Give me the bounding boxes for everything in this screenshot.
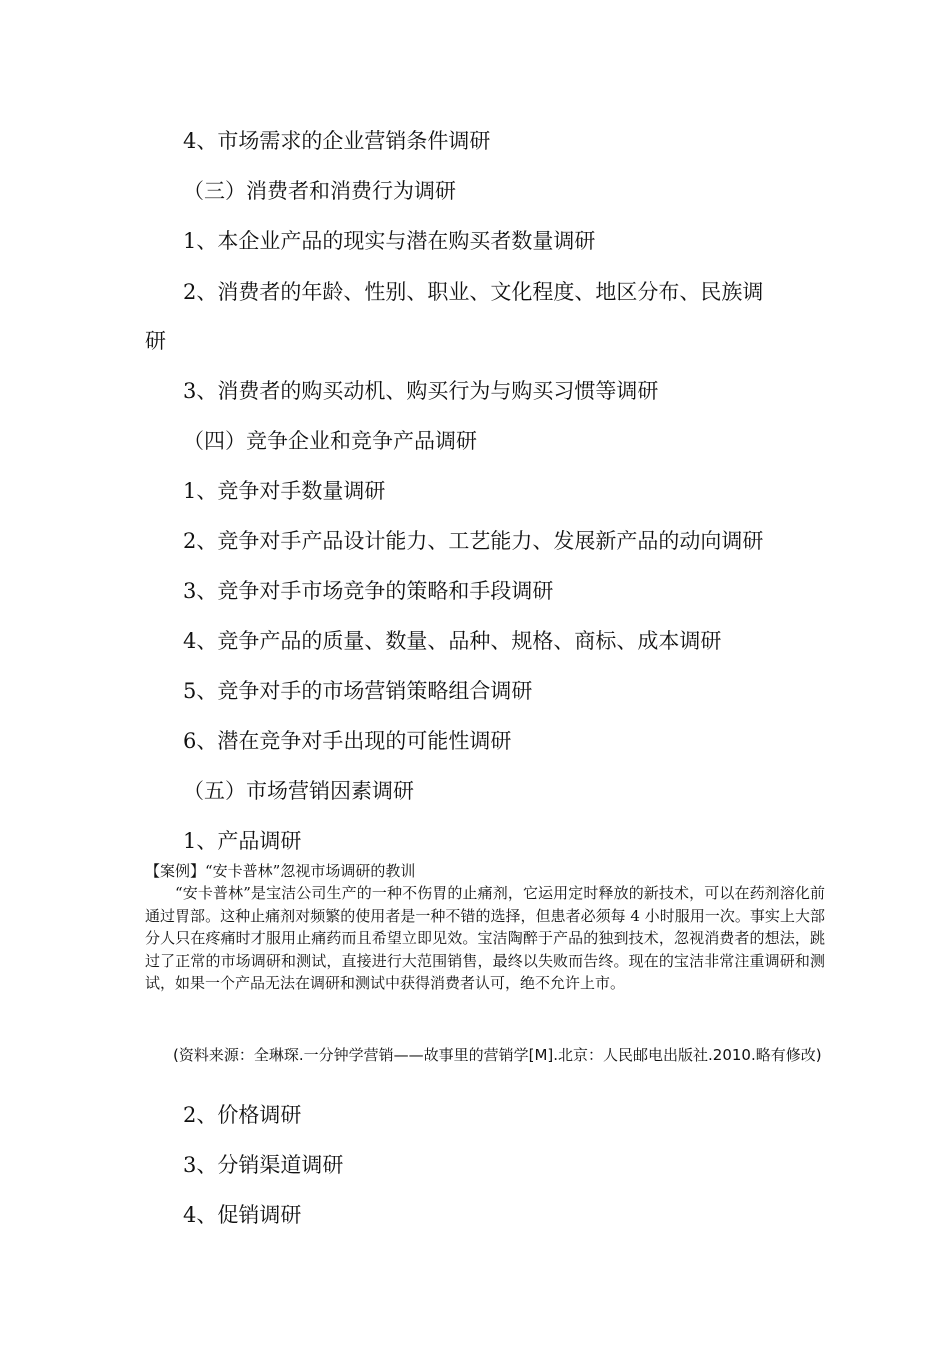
item-line: 6、潜在竞争对手出现的可能性调研	[183, 729, 512, 753]
item-line: 2、价格调研	[183, 1103, 302, 1127]
item-line: 3、竞争对手市场竞争的策略和手段调研	[183, 579, 554, 603]
item-line-continuation: 研	[145, 329, 166, 353]
item-line: 2、竞争对手产品设计能力、工艺能力、发展新产品的动向调研	[183, 529, 764, 553]
item-line: 4、竞争产品的质量、数量、品种、规格、商标、成本调研	[183, 629, 722, 653]
item-line: 4、促销调研	[183, 1203, 302, 1227]
case-paragraph: “安卡普林”是宝洁公司生产的一种不伤胃的止痛剂，它运用定时释放的新技术，可以在药剂溶化前通过胃部。这种止痛剂对频繁的使用者是一种不错的选择，但患者必须每 4 小时服用一次。事实上大部分人只在疼痛时才服用止痛药而且希望立即见效。宝洁陶醉于产品的独到技术，忽视消费者的想法，跳过了正常的市场调研和测试，直接进行大范围销售，最终以失败而告终。现在的宝洁非常注重调研和测试，如果一个产品无法在调研和测试中获得消费者认可，绝不允许上市。	[145, 884, 825, 993]
item-line: 2、消费者的年龄、性别、职业、文化程度、地区分布、民族调	[183, 280, 764, 304]
case-body	[145, 882, 825, 995]
item-line: 1、竞争对手数量调研	[183, 479, 386, 503]
case-title: 【案例】“安卡普林”忽视市场调研的教训	[145, 862, 416, 880]
item-line: 1、本企业产品的现实与潜在购买者数量调研	[183, 229, 596, 253]
case-source-text: (资料来源：全琳琛.一分钟学营销——故事里的营销学[M].北京：人民邮电出版社.2010.略有修改)	[173, 1046, 822, 1064]
item-line: 3、分销渠道调研	[183, 1153, 344, 1177]
item-line: 1、产品调研	[183, 829, 302, 853]
section-heading: （四）竞争企业和竞争产品调研	[183, 429, 477, 453]
section-heading: （五）市场营销因素调研	[183, 779, 414, 803]
item-line: 5、竞争对手的市场营销策略组合调研	[183, 679, 533, 703]
section-heading: （三）消费者和消费行为调研	[183, 179, 456, 203]
item-line: 4、市场需求的企业营销条件调研	[183, 129, 491, 153]
item-line: 3、消费者的购买动机、购买行为与购买习惯等调研	[183, 379, 659, 403]
case-source	[145, 1044, 845, 1066]
